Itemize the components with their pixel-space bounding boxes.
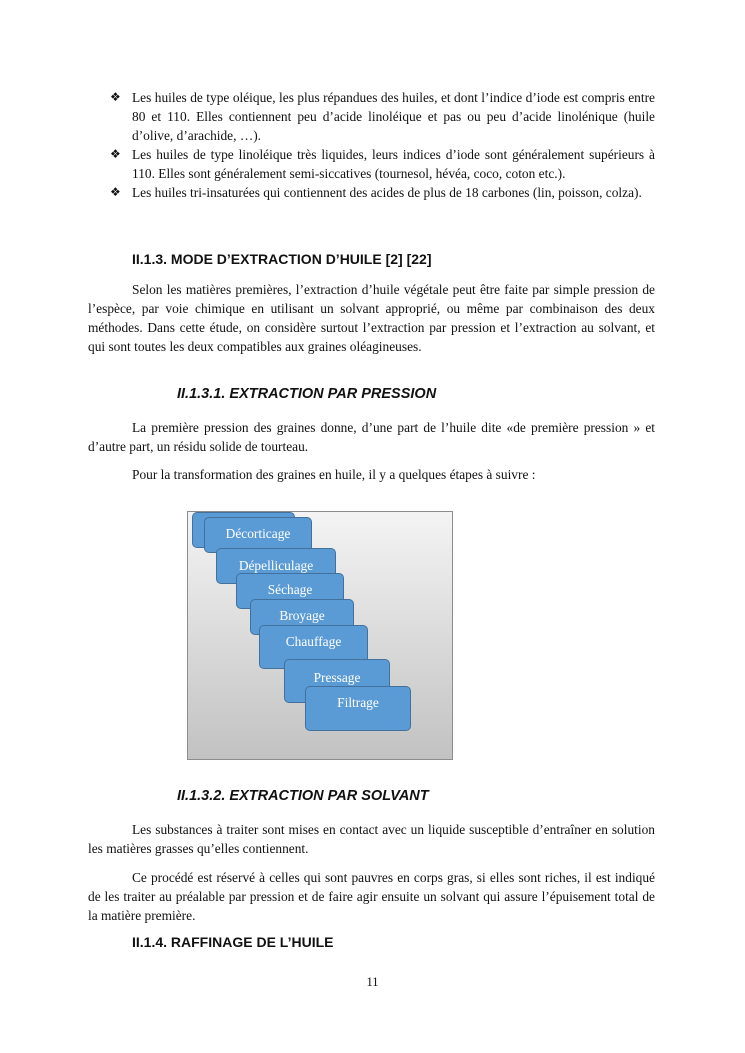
list-item-text: Les huiles de type linoléique très liquides, leurs indices d’iode sont généralement supérieurs à 110. Elles sont généralement semi-siccatives (tournesol, hévéa, coco, coton etc.). [132, 147, 655, 181]
step-decorticage: Décorticage [204, 517, 312, 553]
paragraph-solvent-process: Ce procédé est réservé à celles qui sont pauvres en corps gras, si elles sont riches, il est indiqué de les traiter au préalable par pression et de faire agir ensuite un solvant qui assure l’épuisement total de la matière première. [88, 870, 655, 923]
section-heading-refining: II.1.4. RAFFINAGE DE L’HUILE [132, 934, 334, 950]
paragraph-extraction-mode: Selon les matières premières, l’extraction d’huile végétale peut être faite par simple pression de l’espèce, par voie chimique en utilisant un solvant approprié, ou même par combinaison des deux méthodes. Dans cette étude, on considère surtout l’extraction par pression et l’extraction au solvant, et qui sont toutes les deux compatibles aux graines oléagineuses. [88, 282, 655, 354]
section-heading-pressure-extraction: II.1.3.1. EXTRACTION PAR PRESSION [177, 386, 437, 402]
step-sechage: Séchage [236, 573, 344, 609]
step-pressage: Pressage [284, 659, 390, 703]
diamond-bullet-icon: ❖ [110, 90, 121, 104]
diamond-bullet-icon: ❖ [110, 185, 121, 199]
step-broyage: Broyage [250, 599, 354, 635]
extraction-steps-diagram [187, 511, 453, 760]
paragraph-solvent-contact: Les substances à traiter sont mises en contact avec un liquide susceptible d’entraîner en solution les matières grasses qu’elles contiennent. [88, 822, 655, 856]
paragraph-transformation-steps: Pour la transformation des graines en huile, il y a quelques étapes à suivre : [132, 467, 536, 482]
oil-types-list [110, 88, 655, 202]
paragraph-first-pressure: La première pression des graines donne, d’une part de l’huile dite «de première pression » et d’autre part, un résidu solide de tourteau. [88, 420, 655, 454]
step-chauffage: Chauffage [259, 625, 368, 669]
list-item [110, 145, 655, 183]
list-item-text: Les huiles tri-insaturées qui contiennent des acides de plus de 18 carbones (lin, poisson, colza). [132, 185, 642, 200]
list-item-text: Les huiles de type oléique, les plus répandues des huiles, et dont l’indice d’iode est compris entre 80 et 110. Elles contiennent peu d’acide linoléique et pas ou peu d’acide linolénique (huile d’olive, d’arachide, …). [132, 90, 655, 143]
page-number: 11 [366, 975, 379, 989]
section-heading-solvent-extraction: II.1.3.2. EXTRACTION PAR SOLVANT [177, 788, 429, 804]
list-item [110, 183, 655, 202]
list-item [110, 88, 655, 145]
diamond-bullet-icon: ❖ [110, 147, 121, 161]
step-depelliculage: Dépelliculage [216, 548, 336, 584]
section-heading-extraction-mode: II.1.3. MODE D’EXTRACTION D’HUILE [2] [22] [132, 251, 432, 267]
step-filtrage: Filtrage [305, 686, 411, 731]
